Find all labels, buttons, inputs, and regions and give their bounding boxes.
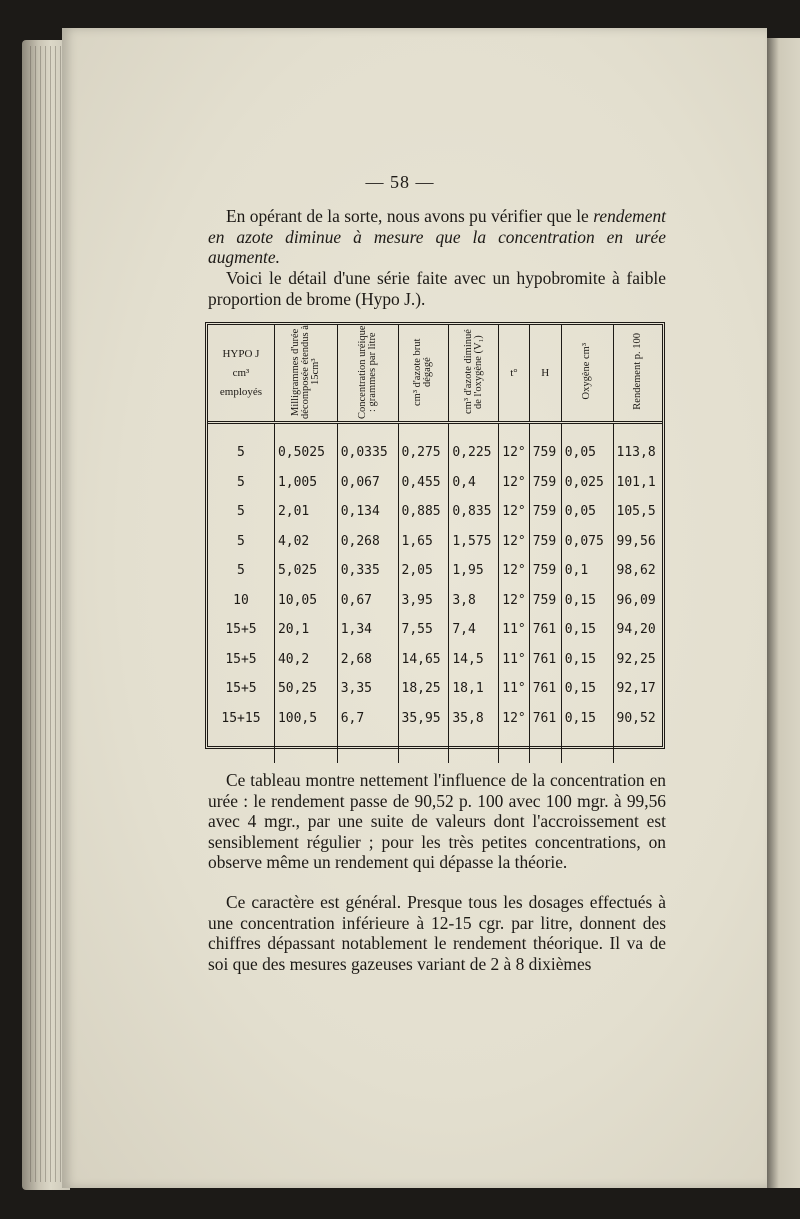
- header-hypo-line1: HYPO J: [222, 347, 260, 360]
- table-cell-c7: 759: [529, 423, 561, 468]
- table-cell-c4: 0,885: [398, 497, 449, 527]
- table-cell-c9: 90,52: [613, 704, 662, 734]
- table-cell-c4: 1,65: [398, 527, 449, 557]
- table-cell-c1: 15+5: [225, 622, 257, 638]
- table-cell-c6: 12°: [499, 704, 529, 734]
- table-cell-c9: 92,17: [613, 674, 662, 704]
- paragraph-intro: [208, 206, 666, 268]
- table-cell-c5: 0,4: [449, 468, 499, 498]
- table-tail-cell: [274, 733, 337, 763]
- table-cell-c8: 0,025: [561, 468, 613, 498]
- table-tail-cell: [561, 733, 613, 763]
- table-cell-c2: 50,25: [274, 674, 337, 704]
- table-cell-c9: 105,5: [613, 497, 662, 527]
- table-cell-c9: 98,62: [613, 556, 662, 586]
- table-cell-c2: 0,5025: [274, 423, 337, 468]
- header-temperature: [499, 325, 529, 423]
- table-row: [208, 674, 662, 704]
- table-cell-c8: 0,15: [561, 704, 613, 734]
- table-cell-c1: 10: [233, 592, 249, 608]
- table-cell-c1: 5: [237, 533, 245, 549]
- table-cell-c5: 1,575: [449, 527, 499, 557]
- header-mg-uree-text: Milligrammes d'urée décomposée étendus à 15cm³: [289, 324, 321, 419]
- table-cell-c2: 100,5: [274, 704, 337, 734]
- table-cell-c2: 10,05: [274, 586, 337, 616]
- header-concentration: [337, 325, 398, 423]
- table-cell-c6: 11°: [499, 674, 529, 704]
- table-cell-c4: 35,95: [398, 704, 449, 734]
- intro-emphasis: rendement en azote diminue à mesure que la concentration en urée augmente.: [208, 206, 666, 268]
- table-cell-c6: 12°: [499, 586, 529, 616]
- paragraph-series: Voici le détail d'une série faite avec un hypobromite à faible proportion de brome (Hypo J.).: [208, 268, 666, 309]
- table-row: [208, 586, 662, 616]
- table-row: [208, 527, 662, 557]
- table-tail-cell: [529, 733, 561, 763]
- table-cell-c1: 15+5: [225, 651, 257, 667]
- table-cell-c1: 15+15: [221, 710, 261, 726]
- table-cell-c6: 12°: [499, 527, 529, 557]
- header-temperature-text: t°: [510, 367, 518, 379]
- table-cell-c8: 0,15: [561, 586, 613, 616]
- table-tail-cell: [208, 733, 274, 763]
- table-cell-c6: 11°: [499, 615, 529, 645]
- table-cell-c5: 35,8: [449, 704, 499, 734]
- table-cell-c4: 2,05: [398, 556, 449, 586]
- table-cell-c4: 0,275: [398, 423, 449, 468]
- header-pression-text: H: [541, 367, 550, 379]
- table-cell-c2: 2,01: [274, 497, 337, 527]
- table-cell-c7: 759: [529, 527, 561, 557]
- header-rendement: [613, 325, 662, 423]
- table-cell-c6: 12°: [499, 497, 529, 527]
- table-row: [208, 645, 662, 675]
- results-table-frame: [205, 322, 665, 749]
- header-hypo-line2: cm³: [232, 366, 250, 379]
- table-row: [208, 497, 662, 527]
- table-cell-c5: 7,4: [449, 615, 499, 645]
- table-row: [208, 468, 662, 498]
- table-cell-c2: 40,2: [274, 645, 337, 675]
- table-cell-c5: 18,1: [449, 674, 499, 704]
- table-cell-c2: 4,02: [274, 527, 337, 557]
- header-mg-uree: [274, 325, 337, 423]
- table-header-row: [208, 325, 662, 423]
- next-page-edge: [767, 38, 800, 1188]
- table-cell-c8: 0,1: [561, 556, 613, 586]
- page-number: — 58 —: [365, 172, 435, 192]
- table-cell-c8: 0,05: [561, 423, 613, 468]
- table-cell-c6: 12°: [499, 468, 529, 498]
- table-cell-c7: 759: [529, 586, 561, 616]
- table-cell-c2: 5,025: [274, 556, 337, 586]
- header-hypo-line3: employés: [219, 385, 263, 398]
- table-tail-row: [208, 733, 662, 763]
- page-edge-lines: [30, 46, 66, 1182]
- table-cell-c8: 0,15: [561, 645, 613, 675]
- table-cell-c9: 92,25: [613, 645, 662, 675]
- table-cell-c9: 96,09: [613, 586, 662, 616]
- table-cell-c2: 1,005: [274, 468, 337, 498]
- table-cell-c3: 0,67: [337, 586, 398, 616]
- table-cell-c3: 0,268: [337, 527, 398, 557]
- table-cell-c7: 759: [529, 468, 561, 498]
- table-cell-c9: 101,1: [613, 468, 662, 498]
- table-cell-c8: 0,075: [561, 527, 613, 557]
- table-cell-c1: 5: [237, 474, 245, 490]
- header-oxygene-text: Oxygène cm³: [581, 343, 593, 400]
- header-azote-corrige: [449, 325, 499, 423]
- table-cell-c2: 20,1: [274, 615, 337, 645]
- table-tail-cell: [398, 733, 449, 763]
- table-cell-c7: 761: [529, 615, 561, 645]
- table-cell-c1: 5: [237, 504, 245, 520]
- table-cell-c5: 3,8: [449, 586, 499, 616]
- table-cell-c7: 761: [529, 674, 561, 704]
- table-cell-c9: 113,8: [613, 423, 662, 468]
- results-table: [208, 325, 662, 763]
- table-cell-c5: 0,835: [449, 497, 499, 527]
- table-cell-c3: 3,35: [337, 674, 398, 704]
- table-cell-c4: 14,65: [398, 645, 449, 675]
- table-cell-c1: 5: [237, 563, 245, 579]
- table-cell-c3: 0,0335: [337, 423, 398, 468]
- table-cell-c7: 761: [529, 645, 561, 675]
- paragraph-general: Ce caractère est général. Presque tous les dosages effectués à une concentration inférieure à 12-15 cgr. par litre, donnent des chiffres dépassant notablement le rendement théorique. Il va de soi que des mesures gazeuses variant de 2 à 8 dixièmes: [208, 892, 666, 974]
- header-azote-corrige-text: cm³ d'azote diminué de l'oxygène (V₁): [462, 329, 484, 414]
- paragraph-conclusion: Ce tableau montre nettement l'influence de la concentration en urée : le rendement passe de 90,52 p. 100 avec 100 mgr. à 99,56 avec 4 mgr., par une suite de valeurs dont l'accroissement est sensiblement régulier ; pour les très petites concentrations, on observe même un rendement qui dépasse la théorie.: [208, 770, 666, 873]
- table-tail-cell: [613, 733, 662, 763]
- table-cell-c3: 0,335: [337, 556, 398, 586]
- table-tail-cell: [499, 733, 529, 763]
- header-concentration-text: Concentration uréique : grammes par litre: [356, 324, 378, 419]
- table-cell-c6: 12°: [499, 556, 529, 586]
- table-cell-c8: 0,15: [561, 674, 613, 704]
- table-row: [208, 423, 662, 468]
- table-row: [208, 704, 662, 734]
- table-cell-c3: 2,68: [337, 645, 398, 675]
- table-cell-c7: 761: [529, 704, 561, 734]
- intro-text: En opérant de la sorte, nous avons pu vérifier que le: [226, 206, 594, 226]
- table-body: [208, 423, 662, 763]
- table-cell-c6: 11°: [499, 645, 529, 675]
- table-cell-c9: 99,56: [613, 527, 662, 557]
- table-cell-c5: 14,5: [449, 645, 499, 675]
- header-azote-brut-text: cm³ d'azote brut dégagé: [412, 337, 434, 406]
- table-tail-cell: [449, 733, 499, 763]
- table-cell-c7: 759: [529, 497, 561, 527]
- table-cell-c6: 12°: [499, 423, 529, 468]
- table-cell-c7: 759: [529, 556, 561, 586]
- table-cell-c3: 6,7: [337, 704, 398, 734]
- table-cell-c8: 0,15: [561, 615, 613, 645]
- header-oxygene: [561, 325, 613, 423]
- table-cell-c3: 1,34: [337, 615, 398, 645]
- table-cell-c5: 1,95: [449, 556, 499, 586]
- table-cell-c5: 0,225: [449, 423, 499, 468]
- header-rendement-text: Rendement p. 100: [631, 333, 643, 410]
- table-cell-c9: 94,20: [613, 615, 662, 645]
- table-cell-c1: 15+5: [225, 681, 257, 697]
- table-tail-cell: [337, 733, 398, 763]
- table-cell-c3: 0,134: [337, 497, 398, 527]
- table-cell-c3: 0,067: [337, 468, 398, 498]
- header-pression: [529, 325, 561, 423]
- table-cell-c4: 3,95: [398, 586, 449, 616]
- table-cell-c4: 18,25: [398, 674, 449, 704]
- table-cell-c4: 7,55: [398, 615, 449, 645]
- table-row: [208, 615, 662, 645]
- header-hypo: [208, 325, 274, 423]
- table-cell-c1: 5: [237, 445, 245, 461]
- table-cell-c4: 0,455: [398, 468, 449, 498]
- table-row: [208, 556, 662, 586]
- header-azote-brut: [398, 325, 449, 423]
- table-cell-c8: 0,05: [561, 497, 613, 527]
